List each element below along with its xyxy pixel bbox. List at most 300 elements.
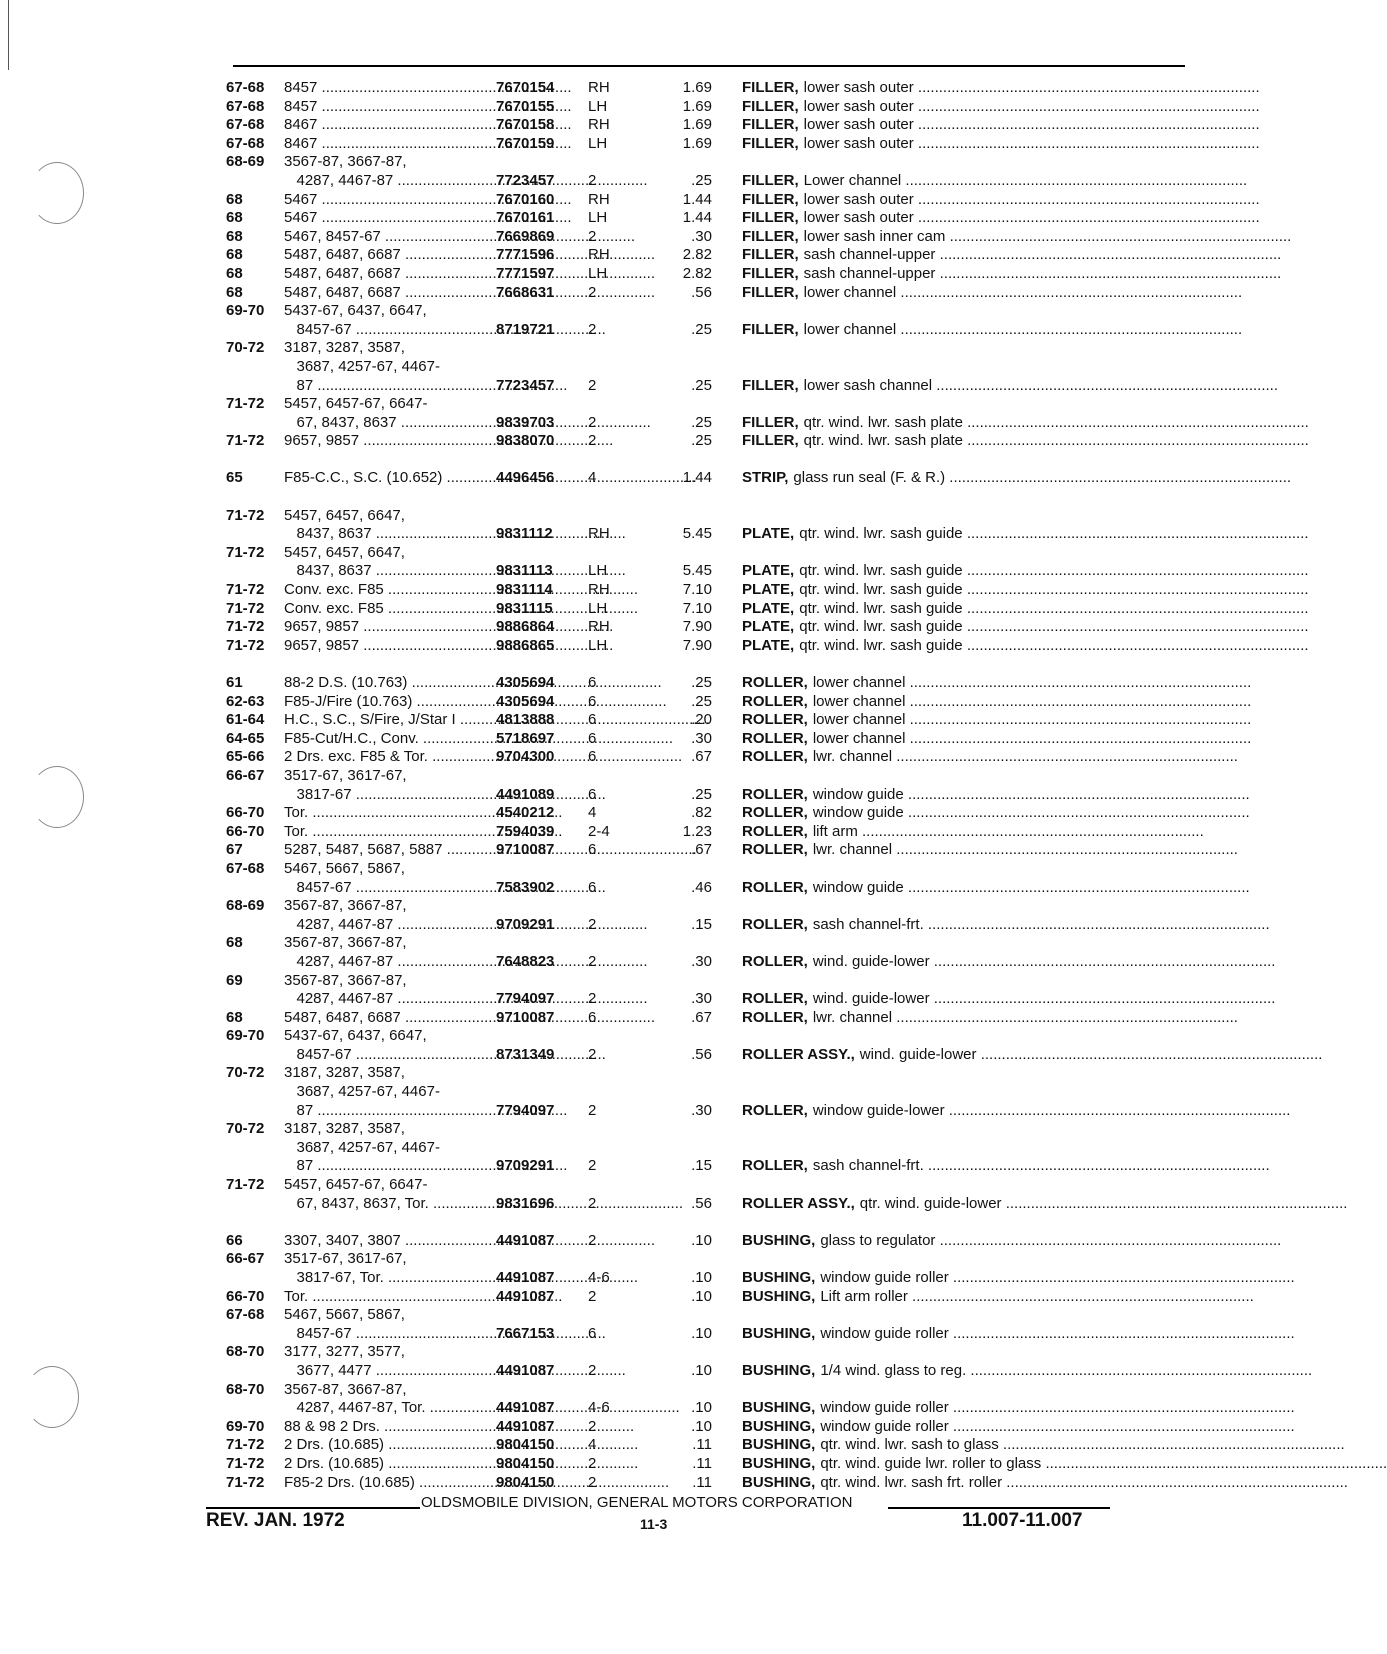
row-model: 87 ..... (284, 377, 492, 396)
row-quantity: 6 (588, 785, 597, 803)
row-description (742, 544, 1186, 563)
row-year: 67-68 (226, 1306, 265, 1324)
row-part-name: BUSHING, (742, 1436, 816, 1454)
row-price: 1.69 (682, 116, 712, 134)
row-description (742, 878, 1250, 898)
row-price: .25 (691, 432, 712, 450)
row-description (742, 1324, 1295, 1344)
row-model: 5487, 6487, 6687 ..... (284, 246, 492, 265)
row-part-detail: sash channel-frt. (812, 1157, 924, 1175)
row-part-name: PLATE, (742, 599, 795, 617)
table-row (226, 1381, 1186, 1400)
row-part-name: FILLER, (742, 97, 799, 115)
row-quantity: 2 (588, 1101, 597, 1119)
row-year: 68-70 (226, 1343, 265, 1361)
row-leader-dots: .................................................................................. (913, 190, 1260, 208)
row-quantity: 2 (588, 1287, 597, 1305)
row-description (742, 451, 1186, 470)
row-part-name: FILLER, (742, 116, 799, 134)
table-row (226, 507, 1186, 526)
row-price: .25 (691, 171, 712, 189)
row-leader-dots: .................................................................................. (948, 1417, 1295, 1435)
row-price: .10 (691, 1269, 712, 1286)
row-part-detail: lower sash outer (803, 209, 914, 227)
row-model: 67, 8437, 8637, Tor. ..... (284, 1195, 492, 1214)
row-quantity: 4 (588, 469, 597, 487)
row-model: 5487, 6487, 6687 ..... (284, 1009, 492, 1028)
row-year: 71-72 (226, 1176, 265, 1194)
table-row (226, 711, 1252, 730)
row-quantity: 6 (588, 878, 597, 896)
row-part-number: 9804150 (496, 1473, 555, 1491)
row-part-number: 9831114 (496, 581, 553, 599)
row-leader-dots: .................................................................................. (896, 320, 1243, 338)
table-row (226, 134, 1260, 154)
row-description (742, 1454, 1387, 1474)
row-model: 2 Drs. exc. F85 & Tor. ..... (284, 748, 492, 767)
row-year: 67-68 (226, 116, 265, 134)
row-leader-dots: .................................................................................. (923, 1157, 1270, 1175)
row-year: 67-68 (226, 859, 265, 877)
row-description (742, 469, 1292, 488)
table-row (226, 1250, 1186, 1269)
row-model: 5457, 6457-67, 6647- (284, 1176, 428, 1194)
table-row (226, 171, 1248, 191)
row-description (742, 1194, 1348, 1214)
row-price: 1.44 (682, 469, 712, 487)
row-part-number: 4491087 (496, 1231, 555, 1249)
row-model: 3187, 3287, 3587, (284, 1120, 405, 1138)
table-row (226, 469, 1292, 488)
row-leader-dots: .................................................................................. (913, 209, 1260, 227)
row-part-number: 4496456 (496, 469, 555, 487)
row-price: 7.10 (682, 581, 712, 599)
row-year: 68 (226, 1008, 243, 1026)
row-year: 67 (226, 841, 243, 859)
row-year: 69 (226, 971, 243, 989)
row-quantity: LH (588, 97, 608, 115)
row-part-name: ROLLER ASSY., (742, 1194, 855, 1212)
row-leader-dots: .................................................................................. (966, 1361, 1313, 1379)
row-description (742, 1399, 1295, 1418)
row-leader-dots: .................................................................................. (913, 97, 1260, 115)
row-year: 66-67 (226, 1250, 265, 1268)
row-quantity: 4 (588, 804, 597, 822)
row-part-name: ROLLER, (742, 1101, 808, 1119)
row-price: 5.45 (682, 525, 712, 543)
row-part-number: 4305694 (496, 674, 555, 691)
row-year: 66-67 (226, 766, 265, 784)
row-part-name: FILLER, (742, 190, 799, 208)
row-quantity: 2 (588, 1473, 597, 1491)
row-price: .10 (691, 1231, 712, 1249)
row-leader-dots: .................................................................................. (962, 525, 1309, 543)
row-model: 3567-87, 3667-87, (284, 971, 407, 989)
row-description (742, 283, 1243, 303)
row-part-number: 9710087 (496, 1008, 555, 1026)
row-price: .25 (691, 376, 712, 394)
row-description (742, 1436, 1345, 1455)
row-quantity: 2 (588, 376, 597, 394)
row-description (742, 97, 1260, 117)
row-description (742, 1473, 1348, 1493)
row-part-name: BUSHING, (742, 1473, 816, 1491)
row-model: 3687, 4257-67, 4467- (284, 1138, 440, 1156)
row-year: 71-72 (226, 506, 265, 524)
row-model: 8467 ..... (284, 135, 492, 154)
row-part-number: 7670161 (496, 209, 555, 227)
row-part-name: FILLER, (742, 171, 799, 189)
row-part-number: 9831112 (496, 525, 553, 543)
row-model: 8457-67 ..... (284, 879, 492, 898)
row-model: 4287, 4467-87 ..... (284, 990, 492, 1009)
row-leader-dots: .................................................................................. (962, 562, 1309, 580)
row-part-name: PLATE, (742, 636, 795, 654)
row-leader-dots: .................................................................................. (907, 1287, 1254, 1305)
row-part-name: FILLER, (742, 227, 799, 245)
row-year: 62-63 (226, 692, 265, 710)
table-row (226, 1361, 1313, 1381)
row-description (742, 339, 1186, 358)
row-description (742, 79, 1260, 98)
row-part-number: 9804150 (496, 1454, 555, 1472)
row-model: 3517-67, 3617-67, (284, 766, 407, 784)
row-part-number: 7669869 (496, 227, 555, 245)
row-price: .67 (691, 841, 712, 859)
row-part-name: ROLLER, (742, 822, 808, 840)
table-row (226, 209, 1260, 228)
row-price: .10 (691, 1287, 712, 1305)
row-price: .11 (692, 1454, 712, 1472)
footer-section: 11.007-11.007 (962, 1510, 1083, 1531)
row-part-detail: qtr. wind. lwr. sash guide (799, 599, 963, 617)
table-row (226, 264, 1282, 284)
row-description (742, 581, 1309, 600)
table-row (226, 785, 1250, 805)
row-part-number: 7670155 (496, 97, 555, 115)
row-description (742, 1250, 1186, 1269)
row-part-detail: wind. guide-lower (859, 1045, 977, 1063)
table-row (226, 692, 1252, 712)
row-leader-dots: .................................................................................. (913, 79, 1260, 96)
table-row (226, 1454, 1387, 1474)
row-description (742, 1139, 1186, 1158)
top-rule (233, 65, 1185, 67)
row-description (742, 116, 1260, 135)
row-model: 3567-87, 3667-87, (284, 1380, 407, 1398)
row-price: 1.44 (682, 190, 712, 208)
row-model: 3687, 4257-67, 4467- (284, 1083, 440, 1101)
table-row (226, 1417, 1295, 1437)
row-leader-dots: .................................................................................. (913, 116, 1260, 134)
row-part-number: 7771596 (496, 246, 555, 264)
row-description (742, 729, 1252, 749)
row-model: 88-2 D.S. (10.763) ..... (284, 674, 492, 693)
table-row (226, 1045, 1323, 1065)
row-model: 8437, 8637 ..... (284, 525, 492, 544)
row-model: Conv. exc. F85 ..... (284, 581, 492, 600)
row-part-number: 7668631 (496, 283, 555, 301)
table-row (226, 358, 1186, 377)
table-row (226, 1101, 1291, 1121)
row-part-detail: lwr. channel (812, 748, 893, 766)
row-quantity: 2 (588, 413, 597, 431)
row-description (742, 767, 1186, 786)
row-description (742, 358, 1186, 377)
row-part-name: ROLLER, (742, 1157, 808, 1175)
table-row (226, 190, 1260, 210)
row-model: 2 Drs. (10.685) ..... (284, 1455, 492, 1474)
table-row (226, 227, 1292, 247)
table-row (226, 1139, 1186, 1158)
row-description (742, 1213, 1186, 1232)
row-description (742, 636, 1309, 656)
row-description (742, 748, 1238, 767)
row-price: .25 (691, 320, 712, 338)
row-model: 4287, 4467-87 ..... (284, 953, 492, 972)
table-row (226, 1306, 1186, 1325)
margin-line (8, 0, 9, 70)
punch-hole (30, 162, 84, 224)
table-row (226, 432, 1309, 451)
row-model: 5467, 5667, 5867, (284, 859, 405, 877)
row-part-name: ROLLER, (742, 711, 808, 729)
row-quantity: 2 (588, 171, 597, 189)
row-model: 4287, 4467-87, Tor. ..... (284, 1399, 492, 1418)
row-part-detail: lower channel (812, 729, 906, 747)
row-part-detail: lower sash outer (803, 190, 914, 208)
table-row (226, 841, 1238, 860)
row-leader-dots: .................................................................................. (903, 804, 1250, 822)
row-description (742, 525, 1309, 544)
row-year: 71-72 (226, 1473, 265, 1491)
row-price: .25 (691, 413, 712, 431)
row-model: Tor. ..... (284, 1288, 492, 1307)
table-row (226, 878, 1250, 898)
row-leader-dots: .................................................................................. (945, 227, 1292, 245)
row-description (742, 227, 1292, 247)
row-part-number: 7648823 (496, 952, 555, 970)
row-model: Conv. exc. F85 ..... (284, 600, 492, 619)
row-part-detail: lower channel (812, 692, 906, 710)
row-description (742, 655, 1186, 674)
row-description (742, 785, 1250, 805)
row-model: Tor. ..... (284, 823, 492, 842)
row-price: .30 (691, 952, 712, 970)
table-row (226, 376, 1278, 396)
row-part-number: 9709291 (496, 1157, 555, 1175)
row-part-name: BUSHING, (742, 1287, 816, 1305)
row-description (742, 804, 1250, 823)
row-year: 68 (226, 934, 243, 952)
table-row (226, 1399, 1295, 1418)
row-part-name: FILLER, (742, 79, 799, 96)
row-quantity: 6 (588, 748, 597, 766)
row-part-name: ROLLER, (742, 952, 808, 970)
row-leader-dots: .................................................................................. (929, 952, 1276, 970)
row-quantity: 2 (588, 1157, 597, 1175)
row-year: 69-70 (226, 1027, 265, 1045)
row-part-detail: wind. guide-lower (812, 990, 930, 1008)
row-leader-dots: .................................................................................. (892, 1008, 1238, 1026)
row-model: 3517-67, 3617-67, (284, 1250, 407, 1268)
footer-rule-left (206, 1507, 420, 1509)
row-part-detail: wind. guide-lower (812, 952, 930, 970)
table-row (226, 1064, 1186, 1083)
row-part-name: PLATE, (742, 618, 795, 636)
row-leader-dots: .................................................................................. (892, 748, 1238, 766)
row-price: 1.69 (682, 79, 712, 96)
row-part-name: FILLER, (742, 246, 799, 264)
row-part-detail: qtr. wind. guide lwr. roller to glass (820, 1454, 1042, 1472)
row-model: 88 & 98 2 Drs. ..... (284, 1418, 492, 1437)
table-row (226, 544, 1186, 563)
row-quantity: 2 (588, 1417, 597, 1435)
row-leader-dots: .................................................................................. (905, 729, 1252, 747)
row-model: 3307, 3407, 3807 ..... (284, 1232, 492, 1251)
footer-revision: REV. JAN. 1972 (206, 1510, 345, 1531)
row-description (742, 841, 1238, 860)
row-leader-dots: .................................................................................. (998, 1436, 1345, 1454)
table-row (226, 1008, 1238, 1028)
row-quantity: RH (588, 525, 610, 543)
row-description (742, 320, 1243, 340)
row-part-number: 5718697 (496, 729, 555, 747)
row-year: 67-68 (226, 134, 265, 152)
row-part-name: ROLLER, (742, 990, 808, 1008)
row-part-detail: window guide (812, 878, 904, 896)
row-year: 67-68 (226, 79, 265, 96)
row-part-name: BUSHING, (742, 1324, 816, 1342)
table-row (226, 339, 1186, 358)
row-part-name: PLATE, (742, 525, 795, 543)
row-quantity: 2 (588, 1194, 597, 1212)
footer-division: OLDSMOBILE DIVISION, GENERAL MOTORS CORPORATION (421, 1494, 853, 1511)
row-leader-dots: .................................................................................. (913, 134, 1260, 152)
row-leader-dots: .................................................................................. (948, 1269, 1295, 1286)
table-row (226, 748, 1238, 767)
row-model: 3677, 4477 ..... (284, 1362, 492, 1381)
row-description (742, 171, 1248, 191)
row-part-number: 9704300 (496, 748, 555, 766)
row-model: H.C., S.C., S/Fire, J/Star I ..... (284, 711, 492, 730)
row-part-number: 7670158 (496, 116, 555, 134)
row-leader-dots: .................................................................................. (962, 581, 1309, 599)
row-price: .30 (691, 1101, 712, 1119)
row-quantity: LH (588, 599, 608, 617)
row-part-number: 9838070 (496, 432, 555, 450)
row-model: 5467, 5667, 5867, (284, 1306, 405, 1324)
row-description (742, 488, 1186, 507)
row-part-detail: sash channel-upper (803, 264, 936, 282)
table-row (226, 1176, 1186, 1195)
row-model: 3187, 3287, 3587, (284, 1064, 405, 1082)
row-part-number: 9804150 (496, 1436, 555, 1454)
row-description (742, 562, 1309, 581)
row-part-name: FILLER, (742, 283, 799, 301)
row-part-number: 4491087 (496, 1361, 555, 1379)
row-price: .10 (691, 1361, 712, 1379)
row-description (742, 264, 1282, 284)
table-row (226, 581, 1309, 600)
row-quantity: LH (588, 636, 608, 654)
parts-table (226, 79, 1387, 1492)
row-description (742, 822, 1204, 842)
row-year: 69-70 (226, 1417, 265, 1435)
row-price: 2.82 (682, 264, 712, 282)
row-leader-dots: .................................................................................. (905, 692, 1252, 710)
row-part-number: 7667153 (496, 1324, 555, 1342)
row-quantity: LH (588, 264, 608, 282)
row-part-name: ROLLER, (742, 729, 808, 747)
row-quantity: 6 (588, 729, 597, 747)
table-row (226, 79, 1260, 98)
row-year: 61-64 (226, 711, 265, 729)
row-price: 1.44 (682, 209, 712, 227)
row-part-number: 9831115 (496, 599, 553, 617)
row-part-detail: window guide roller (820, 1417, 949, 1435)
row-description (742, 1417, 1295, 1437)
row-leader-dots: .................................................................................. (1001, 1194, 1348, 1212)
row-price: .20 (691, 711, 712, 729)
row-price: .10 (691, 1417, 712, 1435)
row-price: .25 (691, 692, 712, 710)
row-model: 5467 ..... (284, 191, 492, 210)
table-row (226, 990, 1276, 1009)
row-part-detail: window guide roller (820, 1399, 949, 1417)
row-model: 8457 ..... (284, 98, 492, 117)
row-year: 70-72 (226, 339, 265, 357)
table-row (226, 636, 1309, 656)
row-description (742, 1027, 1186, 1046)
row-model: 87 ..... (284, 1102, 492, 1121)
row-year: 61 (226, 674, 243, 691)
row-model: 9657, 9857 ..... (284, 432, 492, 451)
row-description (742, 674, 1252, 693)
row-year: 64-65 (226, 729, 265, 747)
row-part-number: 7771597 (496, 264, 555, 282)
row-leader-dots: .................................................................................. (1002, 1473, 1348, 1491)
punch-hole (25, 1366, 79, 1428)
row-price: .82 (691, 804, 712, 822)
row-part-name: BUSHING, (742, 1454, 816, 1472)
table-row (226, 618, 1309, 637)
row-year: 68 (226, 246, 243, 264)
table-row (226, 116, 1260, 135)
row-price: .25 (691, 674, 712, 691)
row-part-number: 9886864 (496, 618, 555, 636)
row-description (742, 1361, 1313, 1381)
row-model: F85-J/Fire (10.763) ..... (284, 693, 492, 712)
row-part-name: ROLLER, (742, 785, 808, 803)
row-part-number: 7723457 (496, 171, 555, 189)
row-year: 66-70 (226, 804, 265, 822)
row-year: 71-72 (226, 581, 265, 599)
row-price: .46 (691, 878, 712, 896)
table-row (226, 952, 1276, 972)
row-description (742, 897, 1186, 916)
row-model: 8457-67 ..... (284, 321, 492, 340)
row-part-detail: lower sash outer (803, 116, 914, 134)
row-description (742, 990, 1276, 1009)
row-leader-dots: .................................................................................. (935, 246, 1282, 264)
row-part-number: 4540212 (496, 804, 555, 822)
row-part-name: BUSHING, (742, 1399, 816, 1417)
row-leader-dots: .................................................................................. (935, 264, 1282, 282)
row-quantity: 6 (588, 692, 597, 710)
row-year: 70-72 (226, 1120, 265, 1138)
row-part-number: 7670160 (496, 190, 555, 208)
